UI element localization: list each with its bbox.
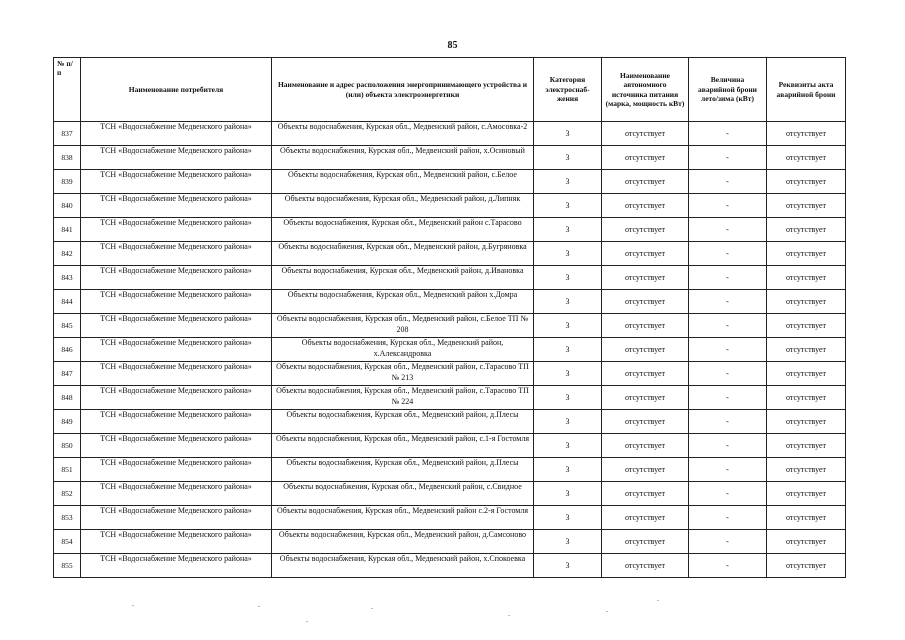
reserve-act: отсутствует	[767, 218, 846, 242]
table-row	[54, 506, 846, 530]
row-number: 851	[54, 458, 81, 482]
object-address: Объекты водоснабжения, Курская обл., Медвенский район, с.1-я Гостомля	[272, 434, 534, 458]
supply-category: 3	[534, 530, 602, 554]
reserve-value: -	[689, 458, 767, 482]
supply-category: 3	[534, 458, 602, 482]
consumer-name: ТСН «Водоснабжение Медвенского района»	[81, 146, 272, 170]
table-row	[54, 290, 846, 314]
supply-category: 3	[534, 146, 602, 170]
reserve-act: отсутствует	[767, 146, 846, 170]
reserve-value: -	[689, 242, 767, 266]
header-number: № п/п	[54, 58, 81, 122]
object-address: Объекты водоснабжения, Курская обл., Медвенский район, д.Ивановка	[272, 266, 534, 290]
row-number: 852	[54, 482, 81, 506]
supply-category: 3	[534, 194, 602, 218]
power-source: отсутствует	[602, 482, 689, 506]
table-row	[54, 218, 846, 242]
power-source: отсутствует	[602, 290, 689, 314]
reserve-act: отсутствует	[767, 386, 846, 410]
reserve-value: -	[689, 338, 767, 362]
reserve-act: отсутствует	[767, 530, 846, 554]
object-address: Объекты водоснабжения, Курская обл., Медвенский район, с.Тарасово ТП № 224	[272, 386, 534, 410]
reserve-value: -	[689, 170, 767, 194]
consumer-name: ТСН «Водоснабжение Медвенского района»	[81, 458, 272, 482]
reserve-act: отсутствует	[767, 458, 846, 482]
reserve-value: -	[689, 410, 767, 434]
supply-category: 3	[534, 122, 602, 146]
table-row	[54, 314, 846, 338]
table-row	[54, 530, 846, 554]
reserve-act: отсутствует	[767, 266, 846, 290]
consumer-name: ТСН «Водоснабжение Медвенского района»	[81, 122, 272, 146]
power-source: отсутствует	[602, 530, 689, 554]
supply-category: 3	[534, 338, 602, 362]
table-row	[54, 170, 846, 194]
power-source: отсутствует	[602, 410, 689, 434]
table-row	[54, 194, 846, 218]
consumer-name: ТСН «Водоснабжение Медвенского района»	[81, 362, 272, 386]
object-address: Объекты водоснабжения, Курская обл., Медвенский район с.Тарасово	[272, 218, 534, 242]
row-number: 839	[54, 170, 81, 194]
table-row	[54, 482, 846, 506]
row-number: 850	[54, 434, 81, 458]
table-row	[54, 242, 846, 266]
reserve-act: отсутствует	[767, 122, 846, 146]
header-consumer: Наименование потребителя	[81, 58, 272, 122]
consumer-name: ТСН «Водоснабжение Медвенского района»	[81, 410, 272, 434]
header-reserve: Величина аварийной брони лето/зима (кВт)	[689, 58, 767, 122]
object-address: Объекты водоснабжения, Курская обл., Медвенский район, д.Плесы	[272, 458, 534, 482]
row-number: 838	[54, 146, 81, 170]
power-source: отсутствует	[602, 434, 689, 458]
reserve-act: отсутствует	[767, 242, 846, 266]
power-source: отсутствует	[602, 122, 689, 146]
consumer-name: ТСН «Водоснабжение Медвенского района»	[81, 434, 272, 458]
consumer-name: ТСН «Водоснабжение Медвенского района»	[81, 242, 272, 266]
object-address: Объекты водоснабжения, Курская обл., Медвенский район, д.Самсоново	[272, 530, 534, 554]
reserve-value: -	[689, 506, 767, 530]
power-source: отсутствует	[602, 386, 689, 410]
row-number: 841	[54, 218, 81, 242]
row-number: 842	[54, 242, 81, 266]
object-address: Объекты водоснабжения, Курская обл., Медвенский район х.Домра	[272, 290, 534, 314]
table-header-row	[54, 58, 846, 122]
row-number: 843	[54, 266, 81, 290]
row-number: 844	[54, 290, 81, 314]
reserve-act: отсутствует	[767, 410, 846, 434]
reserve-act: отсутствует	[767, 434, 846, 458]
reserve-value: -	[689, 122, 767, 146]
reserve-value: -	[689, 218, 767, 242]
consumer-name: ТСН «Водоснабжение Медвенского района»	[81, 314, 272, 338]
object-address: Объекты водоснабжения, Курская обл., Медвенский район, с.Тарасово ТП № 213	[272, 362, 534, 386]
supply-category: 3	[534, 434, 602, 458]
consumer-name: ТСН «Водоснабжение Медвенского района»	[81, 170, 272, 194]
reserve-act: отсутствует	[767, 338, 846, 362]
object-address: Объекты водоснабжения, Курская обл., Медвенский район, х.Осиновый	[272, 146, 534, 170]
reserve-value: -	[689, 146, 767, 170]
object-address: Объекты водоснабжения, Курская обл., Медвенский район, д.Бугряновка	[272, 242, 534, 266]
object-address: Объекты водоснабжения, Курская обл., Медвенский район, с.Белое ТП № 208	[272, 314, 534, 338]
supply-category: 3	[534, 242, 602, 266]
consumer-name: ТСН «Водоснабжение Медвенского района»	[81, 386, 272, 410]
reserve-value: -	[689, 386, 767, 410]
row-number: 849	[54, 410, 81, 434]
supply-category: 3	[534, 410, 602, 434]
object-address: Объекты водоснабжения, Курская обл., Медвенский район с.2-я Гостомля	[272, 506, 534, 530]
reserve-act: отсутствует	[767, 362, 846, 386]
table-row	[54, 266, 846, 290]
header-object: Наименование и адрес расположения энергопринимающего устройства и (или) объекта электроэнергетики	[272, 58, 534, 122]
power-source: отсутствует	[602, 146, 689, 170]
table-row	[54, 146, 846, 170]
consumer-name: ТСН «Водоснабжение Медвенского района»	[81, 554, 272, 578]
reserve-value: -	[689, 266, 767, 290]
power-source: отсутствует	[602, 170, 689, 194]
reserve-act: отсутствует	[767, 506, 846, 530]
reserve-act: отсутствует	[767, 554, 846, 578]
power-source: отсутствует	[602, 338, 689, 362]
consumer-name: ТСН «Водоснабжение Медвенского района»	[81, 338, 272, 362]
reserve-value: -	[689, 554, 767, 578]
object-address: Объекты водоснабжения, Курская обл., Медвенский район, д.Липняк	[272, 194, 534, 218]
power-source: отсутствует	[602, 266, 689, 290]
supply-category: 3	[534, 170, 602, 194]
table-row	[54, 410, 846, 434]
consumer-name: ТСН «Водоснабжение Медвенского района»	[81, 194, 272, 218]
reserve-value: -	[689, 530, 767, 554]
reserve-value: -	[689, 194, 767, 218]
consumer-name: ТСН «Водоснабжение Медвенского района»	[81, 482, 272, 506]
reserve-value: -	[689, 482, 767, 506]
supply-category: 3	[534, 506, 602, 530]
row-number: 848	[54, 386, 81, 410]
register-table	[53, 57, 846, 578]
row-number: 853	[54, 506, 81, 530]
reserve-value: -	[689, 314, 767, 338]
page-number: 85	[447, 40, 458, 51]
reserve-act: отсутствует	[767, 194, 846, 218]
object-address: Объекты водоснабжения, Курская обл., Медвенский район, с.Амосовка-2	[272, 122, 534, 146]
header-category: Категория электроснаб-жения	[534, 58, 602, 122]
consumer-name: ТСН «Водоснабжение Медвенского района»	[81, 218, 272, 242]
row-number: 854	[54, 530, 81, 554]
consumer-name: ТСН «Водоснабжение Медвенского района»	[81, 290, 272, 314]
supply-category: 3	[534, 386, 602, 410]
reserve-act: отсутствует	[767, 314, 846, 338]
power-source: отсутствует	[602, 554, 689, 578]
supply-category: 3	[534, 482, 602, 506]
row-number: 846	[54, 338, 81, 362]
table-row	[54, 362, 846, 386]
table-row	[54, 386, 846, 410]
table-row	[54, 434, 846, 458]
supply-category: 3	[534, 362, 602, 386]
object-address: Объекты водоснабжения, Курская обл., Медвенский район, х.Александровка	[272, 338, 534, 362]
reserve-value: -	[689, 290, 767, 314]
row-number: 845	[54, 314, 81, 338]
reserve-value: -	[689, 362, 767, 386]
reserve-act: отсутствует	[767, 290, 846, 314]
row-number: 837	[54, 122, 81, 146]
reserve-act: отсутствует	[767, 170, 846, 194]
power-source: отсутствует	[602, 362, 689, 386]
table-row	[54, 338, 846, 362]
consumer-name: ТСН «Водоснабжение Медвенского района»	[81, 506, 272, 530]
row-number: 847	[54, 362, 81, 386]
power-source: отсутствует	[602, 458, 689, 482]
power-source: отсутствует	[602, 242, 689, 266]
object-address: Объекты водоснабжения, Курская обл., Медвенский район, с.Свидное	[272, 482, 534, 506]
reserve-act: отсутствует	[767, 482, 846, 506]
object-address: Объекты водоснабжения, Курская обл., Медвенский район, д.Плесы	[272, 410, 534, 434]
supply-category: 3	[534, 290, 602, 314]
supply-category: 3	[534, 266, 602, 290]
table-body	[54, 122, 846, 578]
table-row	[54, 122, 846, 146]
supply-category: 3	[534, 314, 602, 338]
power-source: отсутствует	[602, 506, 689, 530]
power-source: отсутствует	[602, 314, 689, 338]
supply-category: 3	[534, 218, 602, 242]
consumer-name: ТСН «Водоснабжение Медвенского района»	[81, 266, 272, 290]
row-number: 840	[54, 194, 81, 218]
header-power-source: Наименование автономного источника питания (марка, мощность кВт)	[602, 58, 689, 122]
table-row	[54, 458, 846, 482]
power-source: отсутствует	[602, 218, 689, 242]
table-row	[54, 554, 846, 578]
reserve-value: -	[689, 434, 767, 458]
power-source: отсутствует	[602, 194, 689, 218]
header-act: Реквизиты акта аварийной брони	[767, 58, 846, 122]
object-address: Объекты водоснабжения, Курская обл., Медвенский район, с.Белое	[272, 170, 534, 194]
consumer-name: ТСН «Водоснабжение Медвенского района»	[81, 530, 272, 554]
row-number: 855	[54, 554, 81, 578]
object-address: Объекты водоснабжения, Курская обл., Медвенский район, х.Спокоевка	[272, 554, 534, 578]
supply-category: 3	[534, 554, 602, 578]
